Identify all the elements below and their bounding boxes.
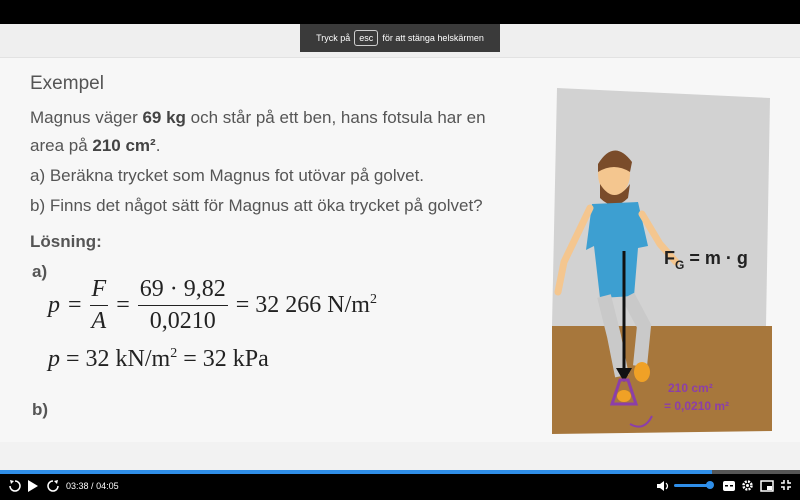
text: area på <box>30 136 93 155</box>
equals: = <box>68 292 82 318</box>
raised-foot <box>634 362 650 382</box>
floor-edge <box>552 326 772 358</box>
floor <box>552 354 772 434</box>
fullscreen-exit-toast <box>300 24 500 52</box>
gear-icon[interactable] <box>741 479 754 492</box>
slide-title: Exempel <box>30 73 104 94</box>
result-value: = 32 266 N/m <box>235 292 370 318</box>
area-label-2: = 0,0210 m² <box>664 399 730 413</box>
time-display <box>66 481 119 491</box>
exit-fullscreen-icon[interactable] <box>780 479 792 491</box>
duration: 04:05 <box>96 481 119 491</box>
solution-part-b: b) <box>32 400 49 419</box>
progress-fill <box>0 470 712 474</box>
mass-value: 69 kg <box>142 108 186 127</box>
replay-10-icon[interactable] <box>8 479 22 493</box>
result-kn: = 32 kN/m <box>66 346 171 372</box>
equals: = <box>116 292 130 318</box>
symbol-f: F <box>90 276 109 306</box>
exponent: 2 <box>369 292 377 307</box>
toast-suffix: för att stänga helskärmen <box>382 33 484 43</box>
problem-line-1 <box>30 104 486 132</box>
volume-slider[interactable] <box>674 484 710 487</box>
result-kpa: = 32 kPa <box>177 346 269 372</box>
pressure-equation-2 <box>48 346 269 373</box>
text: Magnus väger <box>30 108 143 127</box>
play-icon[interactable] <box>27 479 39 493</box>
progress-bar[interactable] <box>0 470 800 474</box>
pressure-equation-1 <box>48 276 377 335</box>
symbol-p: p <box>48 292 60 318</box>
question-b: b) Finns det något sätt för Magnus att öka trycket på golvet? <box>30 196 483 215</box>
numerator: 69 · 9,82 <box>138 276 228 306</box>
captions-icon[interactable] <box>722 480 736 492</box>
current-time: 03:38 <box>66 481 89 491</box>
magnus-illustration <box>552 86 772 436</box>
volume-icon[interactable] <box>656 479 670 493</box>
toast-prefix: Tryck på <box>316 33 351 43</box>
picture-in-picture-icon[interactable] <box>760 480 774 492</box>
text: och står på ett ben, hans fotsula har en <box>185 108 486 127</box>
standing-foot <box>617 390 631 402</box>
solution-part-a: a) <box>32 262 48 281</box>
denominator: 0,0210 <box>149 308 216 334</box>
problem-line-2 <box>30 132 160 160</box>
solution-heading: Lösning: <box>30 232 102 251</box>
symbol-a: A <box>91 308 107 334</box>
fraction-values <box>138 276 228 335</box>
time-separator: / <box>91 481 94 491</box>
area-value: 210 cm² <box>92 136 156 155</box>
result-1 <box>236 292 377 319</box>
fraction-f-over-a <box>90 276 109 335</box>
question-a: a) Beräkna trycket som Magnus fot utövar på golvet. <box>30 166 425 185</box>
forward-10-icon[interactable] <box>46 479 60 493</box>
area-label-1: 210 cm² <box>668 381 713 395</box>
force-label: $F_G = m \cdot g$ <box>664 248 748 272</box>
symbol-p: p <box>48 346 60 372</box>
text: . <box>155 136 161 155</box>
exponent: 2 <box>170 346 178 361</box>
esc-key-badge: esc <box>354 30 378 46</box>
wall-backdrop <box>552 88 770 326</box>
